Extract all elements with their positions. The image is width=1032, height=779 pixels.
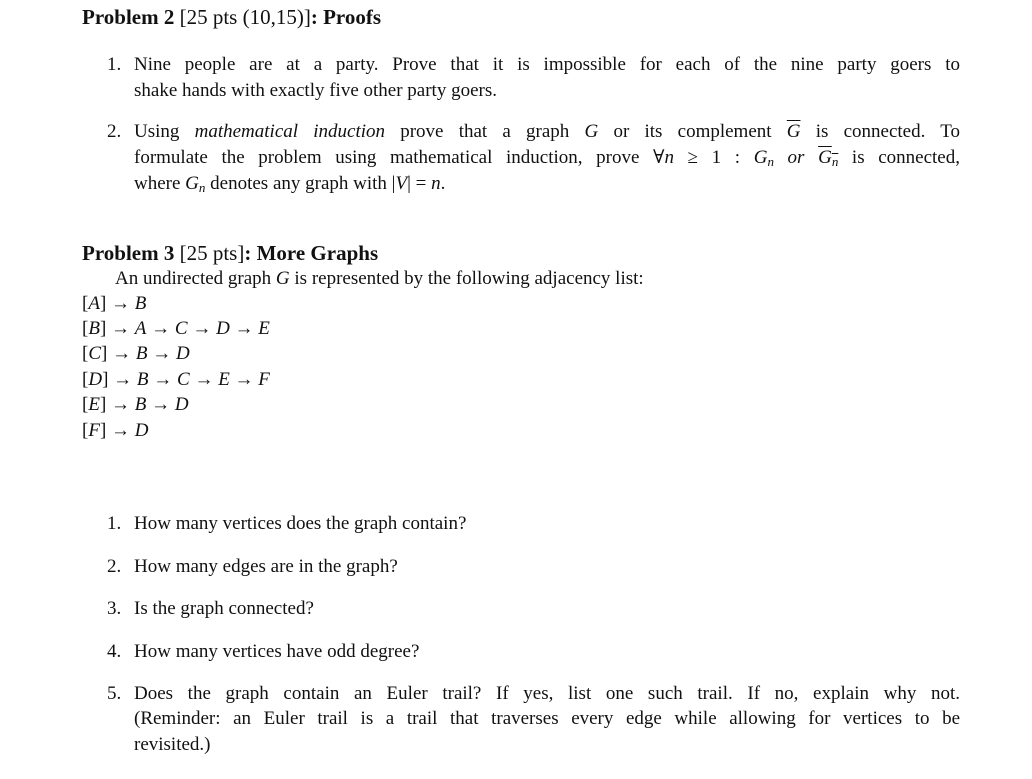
math-italic: B (134, 394, 147, 415)
heading-text: Problem 3 (82, 241, 180, 265)
question-number: 3. (107, 598, 122, 619)
text: (Reminder: an Euler trail is a trail that traverses every edge while allowing for vertices to be (134, 708, 960, 729)
question-number: 5. (107, 683, 122, 704)
math-italic: mathematical induction (194, 121, 386, 142)
adjacency-row (82, 369, 270, 391)
math-italic: C (174, 318, 188, 339)
problem-2-item-2-line (134, 121, 960, 143)
text: → (147, 343, 176, 364)
text: where (134, 173, 186, 194)
question-text (134, 641, 419, 663)
question-text (134, 513, 466, 535)
math-subscript: n (198, 180, 206, 195)
text: ≥ 1 : (674, 147, 754, 168)
math-italic: G (753, 147, 768, 168)
math-italic: D (175, 343, 190, 364)
adjacency-row (82, 420, 149, 442)
adjacency-row (82, 318, 270, 340)
math-italic: B (134, 293, 147, 314)
text: is connected. To (800, 121, 960, 142)
text: [ (82, 394, 89, 415)
heading-text: Problem 2 (82, 5, 180, 29)
text: Does the graph contain an Euler trail? If yes, list one such trail. If no, explain why not. (134, 683, 960, 704)
math-italic: G (584, 121, 599, 142)
text: ] → (99, 318, 135, 339)
text: [25 pts (10,15)] (179, 5, 311, 29)
problem-2-item-1-line (134, 80, 497, 102)
math-italic: n (431, 173, 441, 194)
problem-2-item-2-line (134, 173, 445, 199)
text: prove that a graph (385, 121, 585, 142)
text: formulate the problem using mathematical induction, prove ∀ (134, 147, 665, 168)
text: ] → (102, 369, 137, 390)
math-italic: E (218, 369, 230, 390)
problem-3-heading (82, 242, 378, 264)
math-italic: E (258, 318, 270, 339)
question-number: 1. (107, 513, 122, 534)
text: denotes any graph with | (205, 173, 396, 194)
question-text (134, 598, 314, 620)
text: [ (82, 318, 89, 339)
item-number: 1. (107, 54, 122, 75)
math-italic: A (88, 293, 100, 314)
text: How many edges are in the graph? (134, 556, 398, 577)
math-italic: D (88, 369, 103, 390)
math-italic: F (88, 420, 100, 441)
problem-3-intro (115, 268, 644, 290)
math-italic: D (174, 394, 189, 415)
math-italic: n (664, 147, 674, 168)
adjacency-row (82, 394, 189, 416)
question-text (134, 683, 960, 705)
text: → (229, 369, 259, 390)
text: → (146, 318, 175, 339)
text: ] → (99, 420, 135, 441)
problem-2-item-2-line (134, 147, 960, 173)
text: Using (134, 121, 195, 142)
math-italic: C (177, 369, 190, 390)
text: How many vertices does the graph contain? (134, 513, 467, 534)
text: Is the graph connected? (134, 598, 314, 619)
math-italic: D (216, 318, 230, 339)
question-text (134, 734, 211, 756)
text: | = (407, 173, 432, 194)
question-text (134, 708, 960, 730)
math-italic: B (135, 343, 148, 364)
text: [ (82, 369, 89, 390)
heading-text: : More Graphs (244, 241, 379, 265)
math-italic: G (275, 268, 290, 289)
adjacency-row (82, 343, 190, 365)
text: shake hands with exactly five other party goers. (134, 80, 497, 101)
math-italic: V (395, 173, 408, 194)
text: ] → (99, 293, 135, 314)
math-italic: B (88, 318, 100, 339)
text: [ (82, 293, 89, 314)
math-italic: A (134, 318, 147, 339)
text: [ (82, 343, 89, 364)
text: → (187, 318, 217, 339)
text: or its complement (598, 121, 787, 142)
text: An undirected graph (115, 268, 276, 289)
math-subscript: n (767, 154, 774, 169)
text: → (229, 318, 259, 339)
adjacency-row (82, 293, 146, 315)
text: → (189, 369, 219, 390)
text: → (146, 394, 175, 415)
text: [25 pts] (179, 241, 245, 265)
text: Nine people are at a party. Prove that it is impossible for each of the nine party goers to (134, 54, 960, 75)
text: . (440, 173, 446, 194)
problem-2-item-1-line (134, 54, 960, 76)
math-italic: G (185, 173, 199, 194)
text: revisited.) (134, 734, 211, 755)
problem-2-heading (82, 6, 381, 28)
text: ] → (99, 394, 135, 415)
math-italic: D (134, 420, 149, 441)
text: → (148, 369, 177, 390)
heading-text: : Proofs (310, 5, 382, 29)
item-number: 2. (107, 121, 122, 142)
math-italic: B (136, 369, 149, 390)
text: is connected, (838, 147, 960, 168)
math-complement: $G_n$ (818, 147, 839, 169)
text: is represented by the following adjacency list: (289, 268, 644, 289)
text: How many vertices have odd degree? (134, 641, 420, 662)
math-italic: F (258, 369, 270, 390)
math-italic: or (773, 147, 819, 168)
text: ] → (101, 343, 136, 364)
question-number: 2. (107, 556, 122, 577)
math-italic: C (88, 343, 102, 364)
question-text (134, 556, 398, 578)
math-italic: E (88, 394, 100, 415)
text: [ (82, 420, 89, 441)
question-number: 4. (107, 641, 122, 662)
math-complement: $\overline{G}$ (786, 121, 801, 142)
